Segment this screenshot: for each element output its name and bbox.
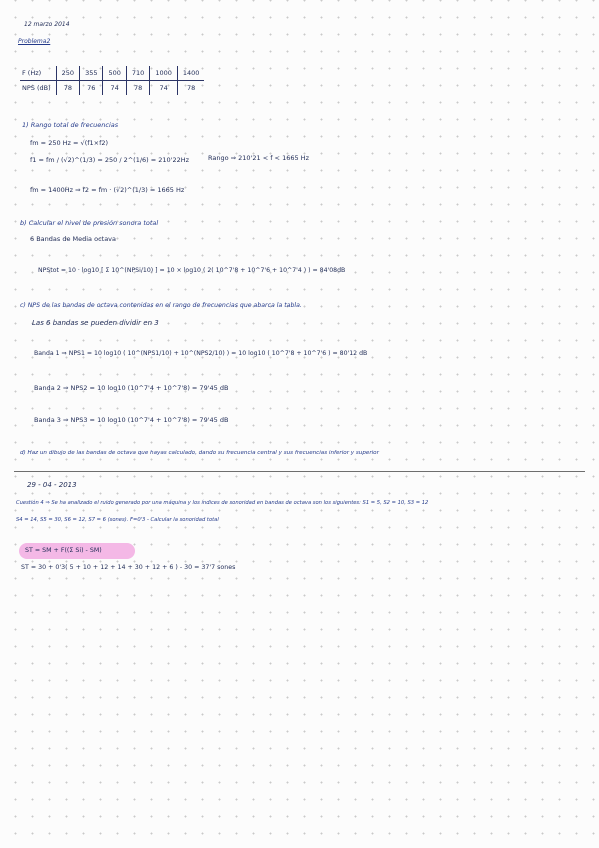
table-cell: 500 — [103, 66, 126, 81]
sonority-result: ST = 30 + 0'3( 5 + 10 + 12 + 14 + 30 + 12 + 6 ) - 30 = 37'7 sones — [21, 564, 236, 571]
section-4-heading: d) Haz un dibujo de las bandas de octava que hayas calculado, dando su frecuencia central y sus frecuencias inferior y superior — [20, 450, 379, 456]
section-3-heading: c) NPS de las bandas de octava contenidas en el rango de frecuencias que abarca la tabla. — [20, 302, 302, 309]
divider-line — [14, 471, 585, 472]
table-cell: 76 — [80, 81, 103, 96]
band-1-formula: Banda 1 ⇒ NPS1 = 10 log10 ( 10^(NPS1/10) + 10^(NPS2/10) ) = 10 log10 ( 10^7'8 + 10^7'6 ) = 80'12 dB — [34, 350, 368, 357]
date-heading-2: 29 - 04 - 2013 — [27, 481, 77, 489]
table-cell: 1000 — [150, 66, 178, 81]
section-2-subtitle: 6 Bandas de Media octava — [30, 235, 117, 243]
table-row — [20, 81, 204, 96]
question-4-line-1: Cuestión 4 ⇒ Se ha analizado el ruido generado por una máquina y los índices de sonoridad en bandas de octava son los siguientes: S1 = 5, S2 = 10, S3 = 12 — [16, 500, 429, 506]
sonority-formula: ST = SM + F((Σ Si) - SM) — [25, 547, 102, 554]
table-header-row — [20, 66, 204, 81]
section-1-range: Rango ⇒ 210'21 < f < 1665 Hz — [208, 154, 309, 162]
band-3-formula: Banda 3 ⇒ NPS3 = 10 log10 (10^7'4 + 10^7'8) = 79'45 dB — [34, 416, 229, 424]
table-cell: 250 — [56, 66, 79, 81]
table-cell: 710 — [126, 66, 149, 81]
band-2-formula: Banda 2 ⇒ NPS2 = 10 log10 (10^7'4 + 10^7'8) = 79'45 dB — [34, 384, 229, 392]
section-1-heading: 1) Rango total de frecuencias — [22, 121, 119, 129]
table-cell: 78 — [126, 81, 149, 96]
problem-title: Problema2 — [18, 38, 51, 45]
table-cell: 74 — [103, 81, 126, 96]
table-cell: 74 — [150, 81, 178, 96]
section-1-line-1: fm = 250 Hz = √(f1×f2) — [30, 139, 109, 147]
table-cell: 78 — [56, 81, 79, 96]
table-cell: NPS (dB) — [22, 84, 51, 92]
section-1-line-3: fm = 1400Hz ⇒ f2 = fm · (√2)^(1/3) = 1665 Hz — [30, 186, 185, 194]
section-2-heading: b) Calcular el nivel de presión sonora total — [20, 219, 159, 227]
date-heading: 12 marzo 2014 — [24, 21, 70, 28]
table-cell: 78 — [177, 81, 204, 96]
table-cell: F (Hz) — [20, 66, 56, 81]
section-2-formula: NPStot = 10 · log10 [ Σ 10^(NPSi/10) ] = 10 × log10 ( 2( 10^7'8 + 10^7'6 + 10^7'4 ) ) = 84'08dB — [38, 267, 346, 274]
section-3-subtitle: Las 6 bandas se pueden dividir en 3 — [32, 319, 159, 327]
table-cell: 1400 — [177, 66, 204, 81]
frequency-table — [20, 66, 204, 95]
question-4-line-2: S4 = 14, S5 = 30, S6 = 12, S7 = 6 (sones). F=0'3 - Calcular la sonoridad total — [16, 517, 219, 523]
section-1-line-2: f1 = fm / (√2)^(1/3) = 250 / 2^(1/6) = 210'22Hz — [30, 156, 190, 164]
table-cell: 355 — [80, 66, 103, 81]
